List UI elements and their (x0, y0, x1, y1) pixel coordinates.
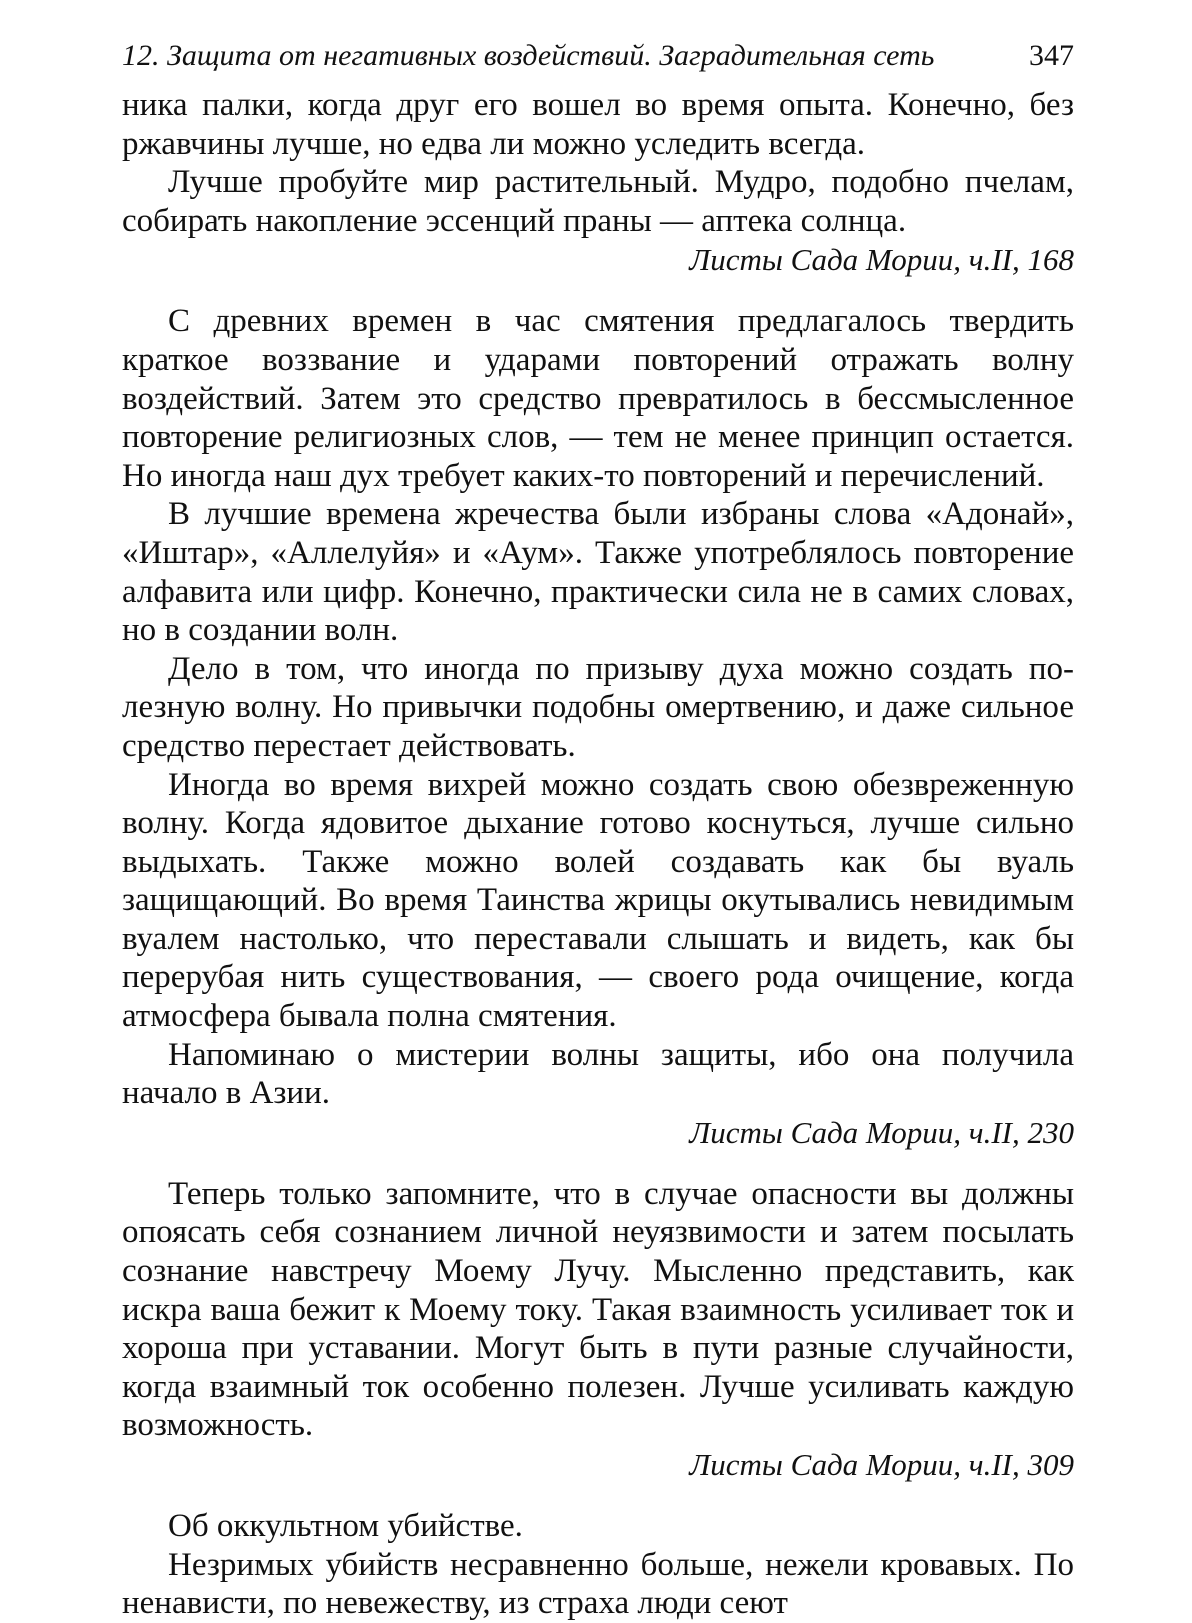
source-citation: Листы Сада Мории, ч.II, 309 (689, 1447, 1074, 1482)
paragraph: Дело в том, что иногда по призыву духа можно создать полезную волну. Но привычки подобны омертвению, и даже сильное средство перестает действовать. (122, 650, 1074, 764)
book-page (122, 36, 1074, 1623)
page-number: 347 (1029, 39, 1074, 72)
paragraph: Лучше пробуйте мир растительный. Мудро, подобно пчелам, собирать накопление эссенций праны — аптека солнца. (122, 164, 1074, 239)
running-header (122, 36, 1074, 76)
running-title: 12. Защита от негативных воздействий. Заградительная сеть (122, 39, 935, 72)
paragraph-continuation: ника палки, когда друг его вошел во время опыта. Конечно, без ржавчины лучше, но едва ли можно уследить всегда. (122, 87, 1074, 162)
paragraph: В лучшие времена жречества были избраны слова «Адонай», «Иштар», «Аллелуйя» и «Аум». Также употреблялось повторение алфавита или цифр. Конечно, практически сила не в самих словах, но в создании волн. (122, 496, 1074, 649)
paragraph: Об оккультном убийстве. (168, 1508, 523, 1544)
paragraph: Незримых убийств несравненно больше, нежели кровавых. По ненависти, по невежеству, из страха люди сеют (122, 1546, 1074, 1622)
paragraph: Иногда во время вихрей можно создать свою обезвреженную волну. Когда ядовитое дыхание готово коснуться, лучше сильно выдыхать. Также можно волей создавать как бы вуаль защищающий. Во время Таинства жрицы окутывались невидимым вуалем настолько, что переставали слышать и видеть, как бы перерубая нить существования, — своего рода очищение, когда атмосфера бывала полна смятения. (122, 766, 1074, 1035)
paragraph: Напоминаю о мистерии волны защиты, ибо она получила начало в Азии. (122, 1036, 1074, 1112)
source-citation: Листы Сада Мории, ч.II, 230 (689, 1114, 1074, 1150)
source-citation: Листы Сада Мории, ч.II, 168 (689, 242, 1074, 278)
paragraph: С древних времен в час смятения предлагалось твердить краткое воззвание и ударами повторений отражать волну воздействий. Затем это средство превратилось в бессмысленное повторение религиозных слов, — тем не менее принцип остается. Но иногда наш дух требует каких-то повторений и перечислений. (122, 303, 1074, 494)
paragraph: Теперь только запомните, что в случае опасности вы должны опоясать себя сознанием личной неуязвимости и затем посылать сознание навстречу Моему Лучу. Мысленно представить, как искра ваша бежит к Моему току. Такая взаимность усиливает ток и хороша при уставании. Могут быть в пути разные случайности, когда взаимный ток особенно полезен. Лучше усиливать каждую возможность. (122, 1175, 1074, 1444)
